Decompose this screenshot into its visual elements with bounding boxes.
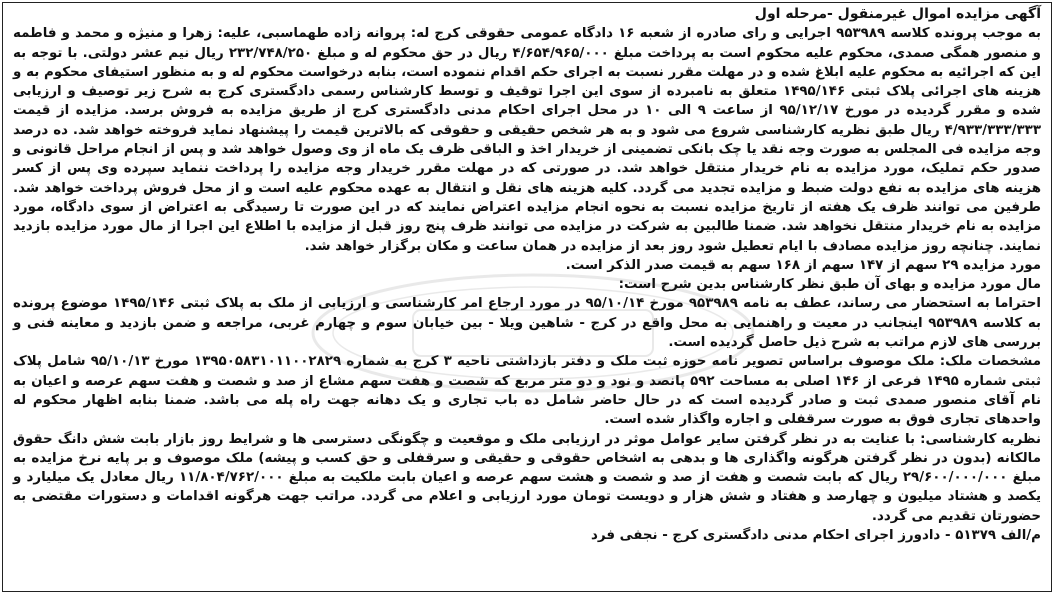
- notice-title: آگهی مزایده اموال غیرمنقول -مرحله اول: [754, 6, 1041, 22]
- auction-share-paragraph: مورد مزایده ۲۹ سهم از ۱۴۷ سهم از ۱۶۸ سهم به قیمت صدر الذکر است.: [565, 257, 1041, 273]
- notice-frame: [2, 2, 1052, 592]
- expert-intro-paragraph: مال مورد مزایده و بهای آن طبق نظر کارشناس بدین شرح است:: [618, 277, 1041, 293]
- expert-opinion-paragraph: نظریه کارشناسی: با عنایت به در نظر گرفتن سایر عوامل موثر در ارزیابی ملک و موقعیت و چگونگی دسترسی ها و شرایط روز بازار بابت شش دانگ حقوق مالکانه (بدون در نظر گرفتن هرگونه واگذاری ها و بدهی به اشخاص حقوقی و حقیقی و سرقفلی و حق کسب و پیشه) ملک موصوف و بر پایه نرخ مزایده به مبلغ ۲۹/۶۰۰/۰۰۰/۰۰۰ ریال که بابت شصت و هفت از صد و شصت و هشت سهم عرصه و اعیان بابت ملکیت به مبلغ ۱۱/۸۰۴/۷۶۲/۰۰۰ ریال معادل یک میلیارد و یکصد و هشتاد میلیون و چهارصد و هفتاد و شش هزار و دویست تومان مورد ارزیابی و اعلام می گردد. مراتب جهت هرگونه اقدامات و دستورات مقتضی به حضورتان تقدیم می گردد.: [13, 431, 1041, 524]
- notice-signature: م/الف ۵۱۳۷۹ - دادورز اجرای احکام مدنی دادگستری کرج - نجفی فرد: [591, 528, 1041, 544]
- property-details-paragraph: مشخصات ملک: ملک موصوف براساس تصویر نامه حوزه ثبت ملک و دفتر بازداشتی ناحیه ۳ کرج به شماره ۱۳۹۵۰۵۸۳۱۰۱۱۰۰۲۸۲۹ مورخ ۹۵/۱۰/۱۳ شامل پلاک ثبتی شماره ۱۴۹۵ فرعی از ۱۴۶ اصلی به مساحت ۵۹۲ پانصد و نود و دو متر مربع که شصت و هفت سهم مشاع از صد و شصت و هفت سهم عرصه و اعیان به نام آقای منصور صمدی ثبت و صادر گردیده است که در حال حاضر شامل ده باب تجاری و یک دهانه جهت راه پله می باشد. ضمنا بنابه اظهار محکوم له واحدهای تجاری فوق به صورت سرقفلی و اجاره واگذار شده است.: [13, 354, 1042, 428]
- notice-content: [3, 3, 1051, 545]
- auction-terms-paragraph: به موجب پرونده کلاسه ۹۵۳۹۸۹ اجرایی و رای صادره از شعبه ۱۶ دادگاه عمومی حقوقی کرج له: پروانه زاده طهماسبی، علیه: زهرا و منیژه و محمد و فاطمه و منصور همگی صمدی، محکوم علیه محکوم است به پرداخت مبلغ ۴/۶۵۴/۹۶۵/۰۰۰ ریال در حق محکوم له و مبلغ ۲۳۲/۷۴۸/۲۵۰ ریال نیم عشر دولتی. با توجه به این که اجرائیه به محکوم علیه ابلاغ شده و در مهلت مقرر نسبت به اجرای حکم اقدام ننموده است، بنابه درخواست محکوم له و به منظور استیفای محکوم به و هزینه های اجرائی پلاک ثبتی ۱۴۹۵/۱۴۶ متعلق به نامبرده از سوی این اجرا توقیف و توسط کارشناس رسمی دادگستری کرج به شرح زیر توصیف و ارزیابی شده و مقرر گردیده در مورخ ۹۵/۱۲/۱۷ از ساعت ۹ الی ۱۰ در محل اجرای احکام مدنی دادگستری کرج از طریق مزایده به فروش برسد. مزایده از قیمت ۴/۹۳۳/۳۳۳/۳۳۳ ریال طبق نظریه کارشناسی شروع می شود و به هر شخص حقیقی و حقوقی که بالاترین قیمت را پیشنهاد نماید فروخته خواهد شد. ده درصد وجه مزایده فی المجلس به صورت وجه نقد یا چک بانکی تضمینی از خریدار اخذ و الباقی ظرف یک ماه از وی وصول خواهد شد و پس از انجام مراحل قانونی و صدور حکم تملیک، مورد مزایده به نام خریدار منتقل خواهد شد. در صورتی که در مهلت مقرر خریدار وجه مزایده را پرداخت ننماید سپرده وی پس از کسر هزینه های مزایده به نفع دولت ضبط و مزایده تجدید می گردد. کلیه هزینه های نقل و انتقال به عهده محکوم علیه است و از محل فروش پرداخت خواهد شد. طرفین می توانند ظرف یک هفته از تاریخ مزایده نسبت به نحوه انجام مزایده اعتراض نمایند که در این صورت تا رسیدگی به اعتراض از سوی دادگاه، مورد مزایده به نام خریدار منتقل نخواهد شد. ضمنا طالبین به شرکت در مزایده می توانند ظرف پنج روز قبل از مزایده با اطلاع این اجرا از مال مورد مزایده بازدید نمایند. چنانچه روز مزایده مصادف با ایام تعطیل شود روز بعد از مزایده در همان ساعت و مکان برگزار خواهد شد.: [13, 26, 1042, 254]
- expert-report-paragraph: احتراما به استحضار می رساند، عطف به نامه ۹۵۳۹۸۹ مورخ ۹۵/۱۰/۱۴ در مورد ارجاع امر کارشناسی و ارزیابی از ملک به پلاک ثبتی ۱۴۹۵/۱۴۶ موضوع پرونده به کلاسه ۹۵۳۹۸۹ اینجانب در معیت و راهنمایی به محل واقع در کرج - شاهین ویلا - بین خیابان سوم و چهارم غربی، مراجعه و ضمن بازدید و معاینه فنی و بررسی های لازم مراتب به شرح ذیل حاصل گردیده است.: [13, 296, 1041, 351]
